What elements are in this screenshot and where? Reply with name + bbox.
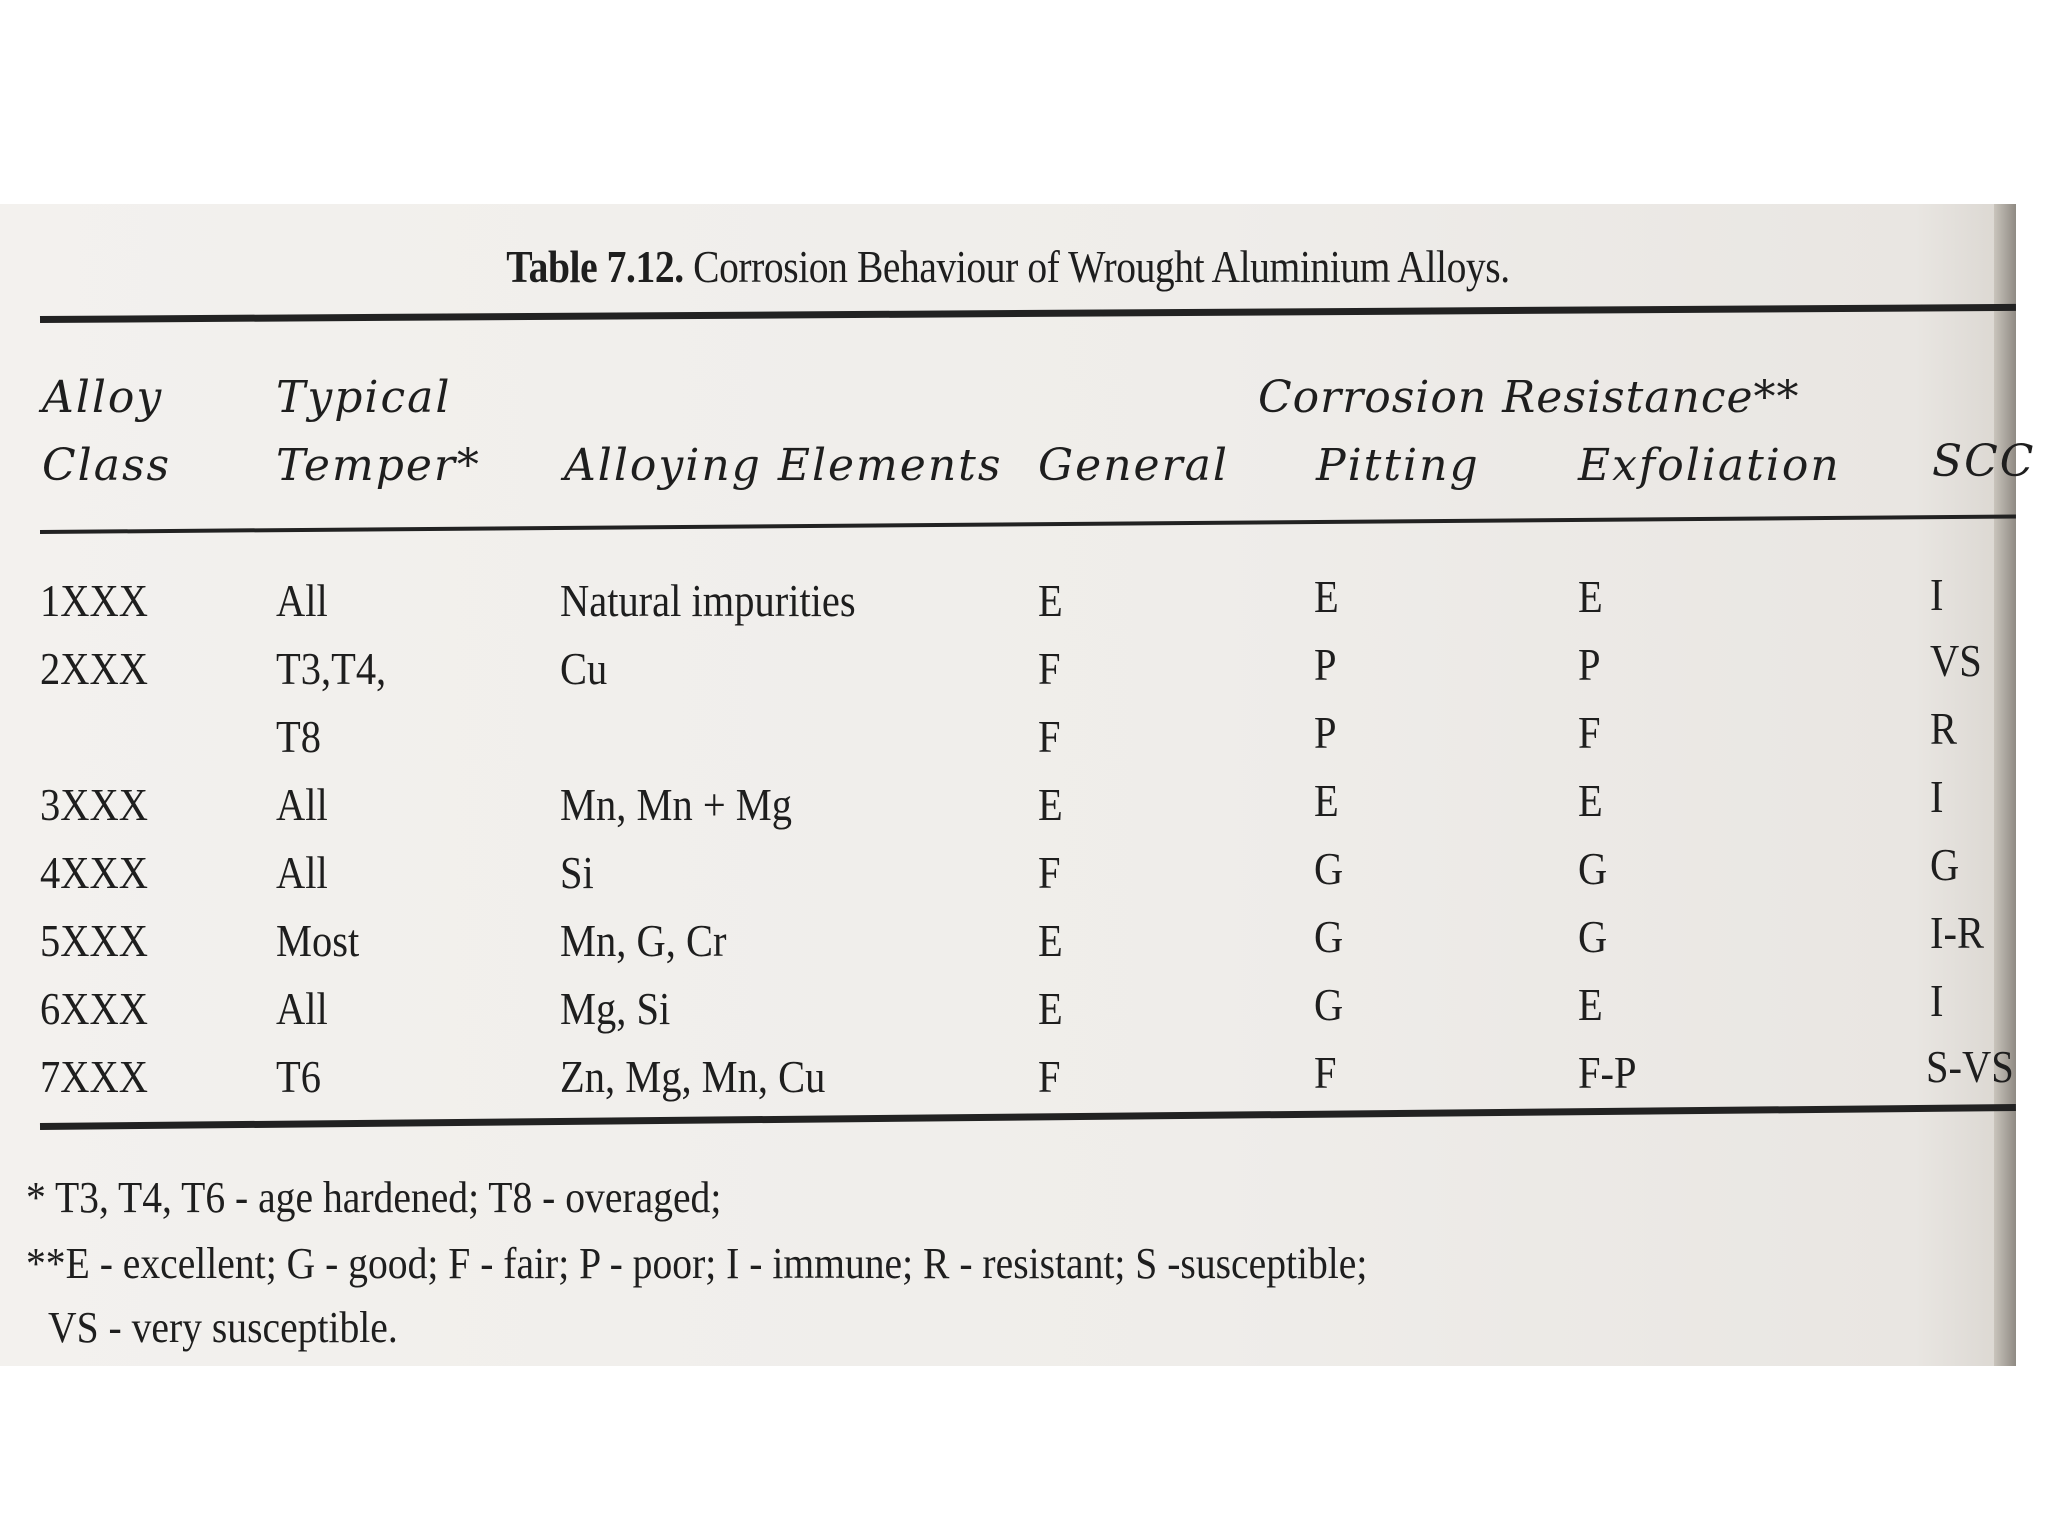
header-class: Class xyxy=(42,440,172,491)
header-scc: SCC xyxy=(1932,436,2036,487)
cell-scc: I xyxy=(1930,975,1944,1026)
cell-pitting: G xyxy=(1314,979,1344,1030)
cell-pitting: F xyxy=(1314,1047,1337,1098)
cell-scc: I xyxy=(1930,771,1944,822)
cell-class: 3XXX xyxy=(40,779,148,830)
cell-scc: I xyxy=(1930,569,1944,620)
table-number: Table 7.12. xyxy=(506,241,684,292)
footnote-temper: * T3, T4, T6 - age hardened; T8 - overaged; xyxy=(26,1173,722,1222)
header-alloy: Alloy xyxy=(42,372,164,423)
cell-elements: Cu xyxy=(560,643,608,694)
cell-exfoliation: G xyxy=(1578,843,1608,894)
cell-exfoliation: G xyxy=(1578,911,1608,962)
cell-class: 1XXX xyxy=(40,575,148,626)
footnote-ratings: **E - excellent; G - good; F - fair; P - poor; I - immune; R - resistant; S -susceptible; xyxy=(26,1239,1368,1288)
cell-general: F xyxy=(1038,643,1061,694)
table-bottom-rule xyxy=(40,1104,2016,1130)
cell-pitting: E xyxy=(1314,775,1339,826)
header-corrosion-resistance: Corrosion Resistance** xyxy=(1258,372,1800,423)
cell-scc: I-R xyxy=(1930,907,1984,958)
table-title: Corrosion Behaviour of Wrought Aluminium Alloys. xyxy=(693,241,1510,292)
cell-scc: R xyxy=(1930,703,1958,754)
cell-elements: Natural impurities xyxy=(560,575,856,626)
cell-temper: T3,T4, xyxy=(276,643,387,694)
cell-scc: VS xyxy=(1930,635,1982,686)
cell-elements: Si xyxy=(560,847,594,898)
cell-general: F xyxy=(1038,711,1061,762)
cell-temper: All xyxy=(276,779,328,830)
header-pitting: Pitting xyxy=(1316,440,1480,491)
cell-temper: T6 xyxy=(276,1051,321,1102)
cell-general: E xyxy=(1038,779,1063,830)
book-page xyxy=(0,204,2036,1366)
cell-elements: Mn, Mn + Mg xyxy=(560,779,793,830)
header-general: General xyxy=(1038,440,1229,491)
cell-pitting: E xyxy=(1314,571,1339,622)
table-caption xyxy=(141,240,1875,293)
cell-class: 4XXX xyxy=(40,847,148,898)
cell-general: F xyxy=(1038,847,1061,898)
cell-class: 5XXX xyxy=(40,915,148,966)
cell-general: E xyxy=(1038,575,1063,626)
cell-pitting: P xyxy=(1314,707,1337,758)
cell-pitting: G xyxy=(1314,911,1344,962)
page-edge-shadow xyxy=(1994,204,2016,1366)
cell-class: 7XXX xyxy=(40,1051,148,1102)
header-exfoliation: Exfoliation xyxy=(1578,440,1841,491)
header-typical: Typical xyxy=(276,372,452,423)
cell-class: 6XXX xyxy=(40,983,148,1034)
cell-general: F xyxy=(1038,1051,1061,1102)
cell-temper: All xyxy=(276,983,328,1034)
cell-exfoliation: E xyxy=(1578,775,1603,826)
cell-pitting: G xyxy=(1314,843,1344,894)
header-temper: Temper* xyxy=(276,440,481,491)
cell-temper: Most xyxy=(276,915,360,966)
cell-scc: S-VS xyxy=(1926,1041,2014,1092)
cell-elements: Mn, G, Cr xyxy=(560,915,727,966)
cell-exfoliation: E xyxy=(1578,571,1603,622)
cell-temper: All xyxy=(276,847,328,898)
footnote-vs: VS - very susceptible. xyxy=(48,1303,398,1352)
cell-general: E xyxy=(1038,983,1063,1034)
cell-exfoliation: E xyxy=(1578,979,1603,1030)
cell-pitting: P xyxy=(1314,639,1337,690)
table-header-rule xyxy=(40,514,2016,534)
cell-elements: Zn, Mg, Mn, Cu xyxy=(560,1051,826,1102)
cell-class: 2XXX xyxy=(40,643,148,694)
table-top-rule xyxy=(40,304,2016,323)
cell-scc: G xyxy=(1930,839,1960,890)
cell-temper: T8 xyxy=(276,711,321,762)
cell-exfoliation: F xyxy=(1578,707,1601,758)
header-alloying-elements: Alloying Elements xyxy=(564,440,1003,491)
cell-exfoliation: P xyxy=(1578,639,1601,690)
cell-temper: All xyxy=(276,575,328,626)
cell-exfoliation: F-P xyxy=(1578,1047,1637,1098)
cell-general: E xyxy=(1038,915,1063,966)
cell-elements: Mg, Si xyxy=(560,983,671,1034)
